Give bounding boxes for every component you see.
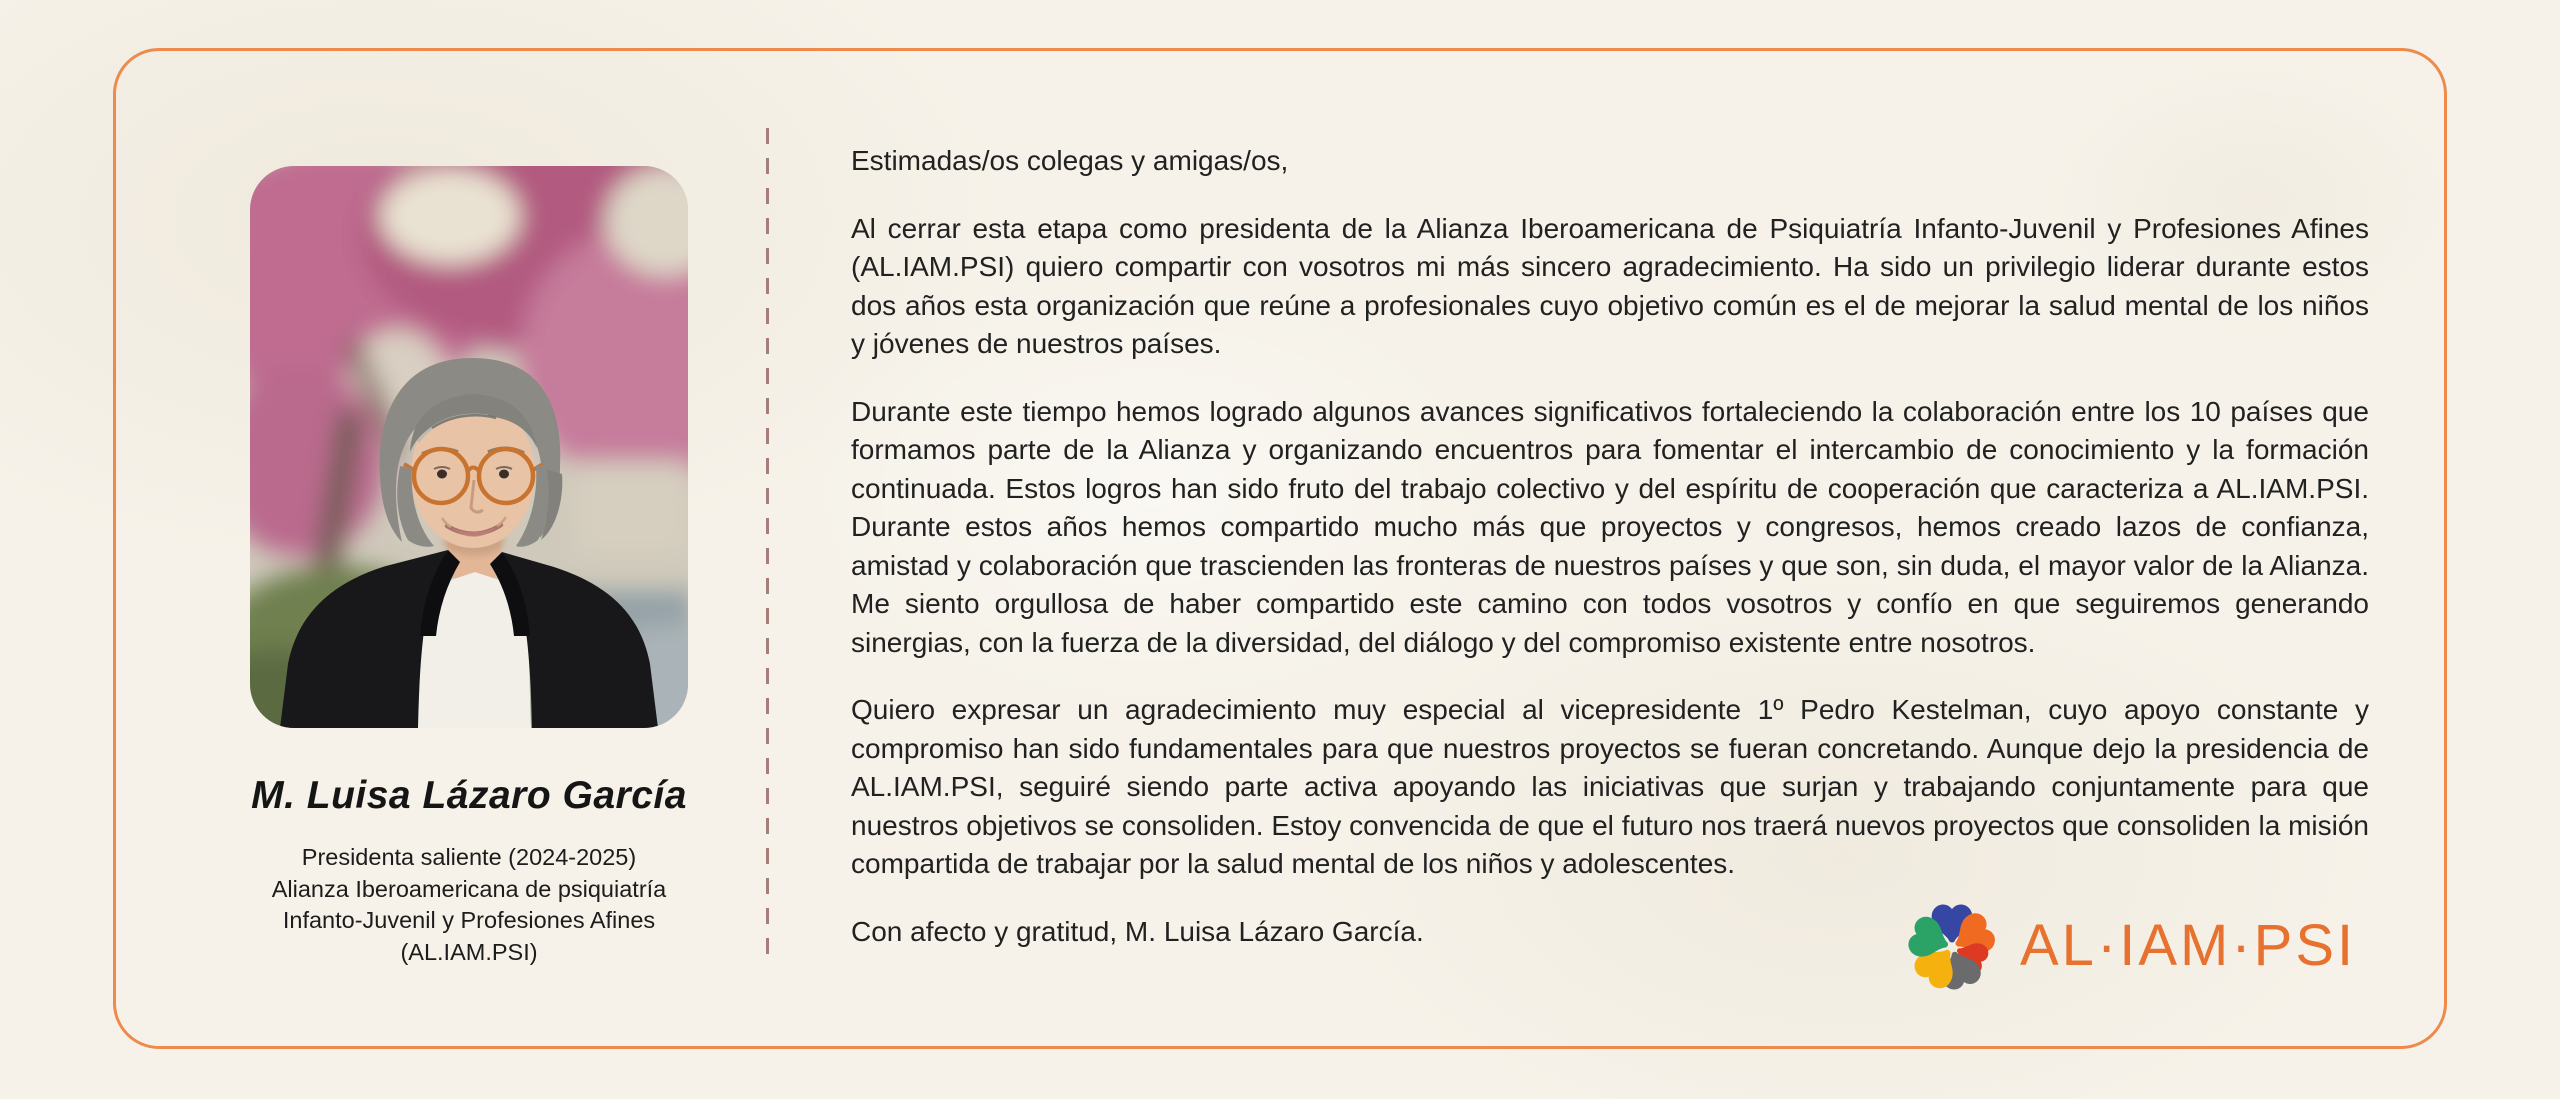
logo-flower-hearts-icon — [1908, 903, 1996, 991]
portrait-photo-art — [250, 166, 688, 728]
role-line-1: Presidenta saliente (2024-2025) — [301, 844, 637, 870]
portrait-photo — [250, 166, 688, 728]
aliampsi-logo — [1908, 903, 2356, 991]
role-line-2: Alianza Iberoamericana de psiquiatría — [271, 875, 667, 902]
profile-column — [155, 166, 783, 968]
role-line-3: Infanto-Juvenil y Profesiones Afines — [282, 907, 656, 933]
closing-line: Con afecto y gratitud, M. Luisa Lázaro García. — [851, 915, 1424, 947]
paragraph-1: Al cerrar esta etapa como presidenta de la Alianza Iberoamericana de Psiquiatría Infanto-Juvenil y Profesiones Afines (AL.IAM.PSI) quiero compartir con vosotros mi más sincero agradecimiento. Ha sido un privilegio liderar durante estos dos años esta organización que reúne a profesionales cuyo objetivo común es el de mejorar la salud mental de los niños y jóvenes de nuestros países. — [851, 212, 2369, 359]
person-role — [155, 842, 783, 968]
paragraph-3: Quiero expresar un agradecimiento muy especial al vicepresidente 1º Pedro Kestelman, cuyo apoyo constante y compromiso han sido fundamentales para que nuestros proyectos se fueran concretando. Aunque dejo la presidencia de AL.IAM.PSI, seguiré siendo parte activa apoyando las iniciativas que surjan y trabajando conjuntamente para que nuestros objetivos se consoliden. Estoy convencida de que el futuro nos traerá nuevos proyectos que consoliden la misión compartida de trabajar por la salud mental de los niños y adolescentes. — [851, 694, 2369, 879]
letter-body — [851, 142, 2369, 951]
dashed-divider — [766, 128, 769, 964]
paragraph-2: Durante este tiempo hemos logrado algunos avances significativos fortaleciendo la colaboración entre los 10 países que formamos parte de la Alianza y organizando encuentros para fomentar el intercambio de conocimiento y la formación continuada. Estos logros han sido fruto del trabajo colectivo y del espíritu de cooperación que caracteriza a AL.IAM.PSI. Durante estos años hemos compartido mucho más que proyectos y congresos, hemos creado lazos de confianza, amistad y colaboración que trascienden las fronteras de nuestros países y que son, sin duda, el mayor valor de la Alianza. Me siento orgullosa de haber compartido este camino con todos vosotros y confío en que seguiremos generando sinergias, con la fuerza de la diversidad, del diálogo y del compromiso existente entre nosotros. — [851, 395, 2369, 658]
person-name: M. Luisa Lázaro García — [251, 774, 687, 817]
role-line-4: (AL.IAM.PSI) — [400, 938, 538, 965]
logo-wordmark: AL·IAM·PSI — [2020, 912, 2357, 978]
salutation: Estimadas/os colegas y amigas/os, — [851, 145, 1289, 176]
